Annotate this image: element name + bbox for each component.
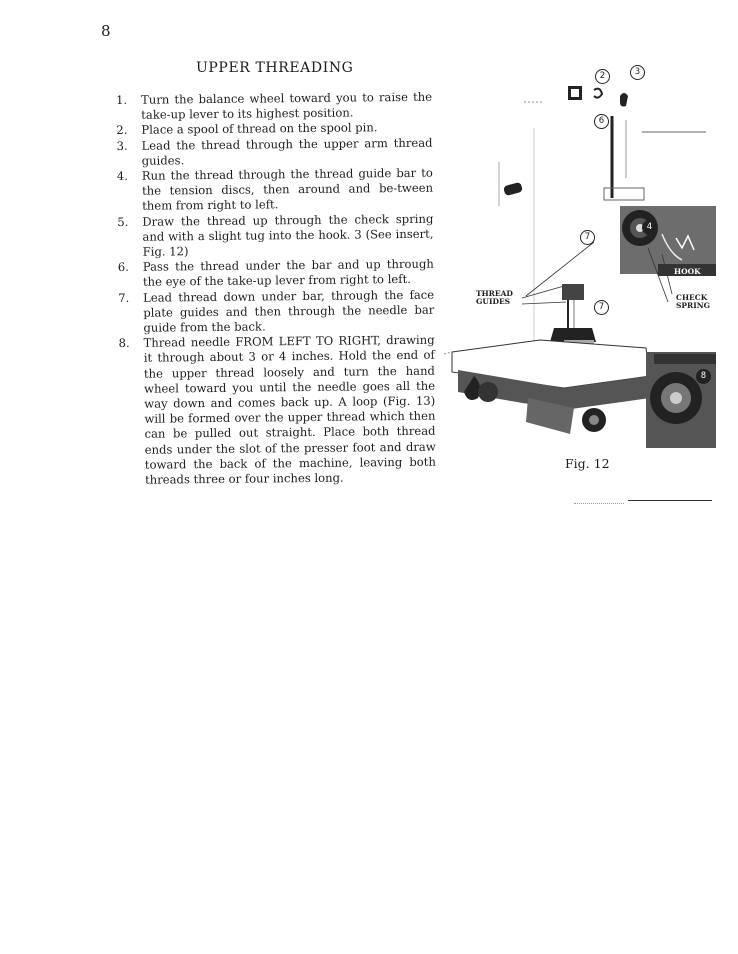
sewing-machine-illustration xyxy=(444,58,716,456)
divider-line xyxy=(628,500,712,501)
step-item xyxy=(117,166,433,215)
callout-marker: 7 xyxy=(580,230,595,245)
step-item xyxy=(119,333,437,488)
divider-dots xyxy=(574,503,624,504)
step-text: Run the thread through the thread guide bar to the tension discs, then around and be-tween them from right to left. xyxy=(141,165,434,214)
callout-marker: 6 xyxy=(594,114,609,129)
step-item xyxy=(117,211,433,260)
callout-marker: 2 xyxy=(595,69,610,84)
step-item xyxy=(118,257,434,291)
step-text: Thread needle FROM LEFT TO RIGHT, drawing it through about 3 or 4 inches. Hold the end of the upper thread loosely and turn the hand wheel toward you until the needle goes all the way down and comes back up. A loop (Fig. 13) will be formed over the upper thread which then can be pulled out straight. Place both thread ends under the slot of the presser foot and draw toward the back of the machine, leaving both threads three or four inches long. xyxy=(143,332,436,487)
threading-steps xyxy=(116,90,436,489)
callout-marker: 3 xyxy=(630,65,645,80)
step-text: Draw the thread up through the check spring and with a slight tug into the hook. 3 (See insert, Fig. 12) xyxy=(142,211,434,259)
section-title: UPPER THREADING xyxy=(196,60,354,76)
figure-caption: Fig. 12 xyxy=(565,456,610,471)
label-thread-guides: THREAD GUIDES xyxy=(476,289,513,306)
callout-marker: 4 xyxy=(642,220,657,235)
step-number: 3. xyxy=(116,138,128,153)
step-number: 2. xyxy=(116,123,128,138)
step-number: 4. xyxy=(116,168,129,184)
label-check-spring: CHECK SPRING xyxy=(676,293,711,310)
step-number: 7. xyxy=(118,290,130,305)
step-text: Turn the balance wheel toward you to raise the take-up lever to its highest position. xyxy=(140,89,433,122)
step-text: Place a spool of thread on the spool pin. xyxy=(141,120,378,138)
sewing-machine-figure xyxy=(444,58,716,456)
step-number: 1. xyxy=(116,92,128,107)
step-text: Pass the thread under the bar and up through the eye of the take-up lever from right to left. xyxy=(142,256,434,290)
step-text: Lead thread down under bar, through the face plate guides and then through the needle bar guide from the back. xyxy=(143,287,435,335)
step-number: 6. xyxy=(117,260,129,275)
step-text: Lead the thread through the upper arm thread guides. xyxy=(141,135,433,168)
callout-marker: 7 xyxy=(594,300,609,315)
label-hook: HOOK xyxy=(674,267,701,276)
step-item xyxy=(116,135,432,169)
callout-marker: 8 xyxy=(696,369,711,384)
step-number: 8. xyxy=(118,336,130,351)
step-item xyxy=(116,90,432,124)
step-number: 5. xyxy=(117,214,129,229)
page-number: 8 xyxy=(101,22,111,40)
step-item xyxy=(118,287,434,336)
